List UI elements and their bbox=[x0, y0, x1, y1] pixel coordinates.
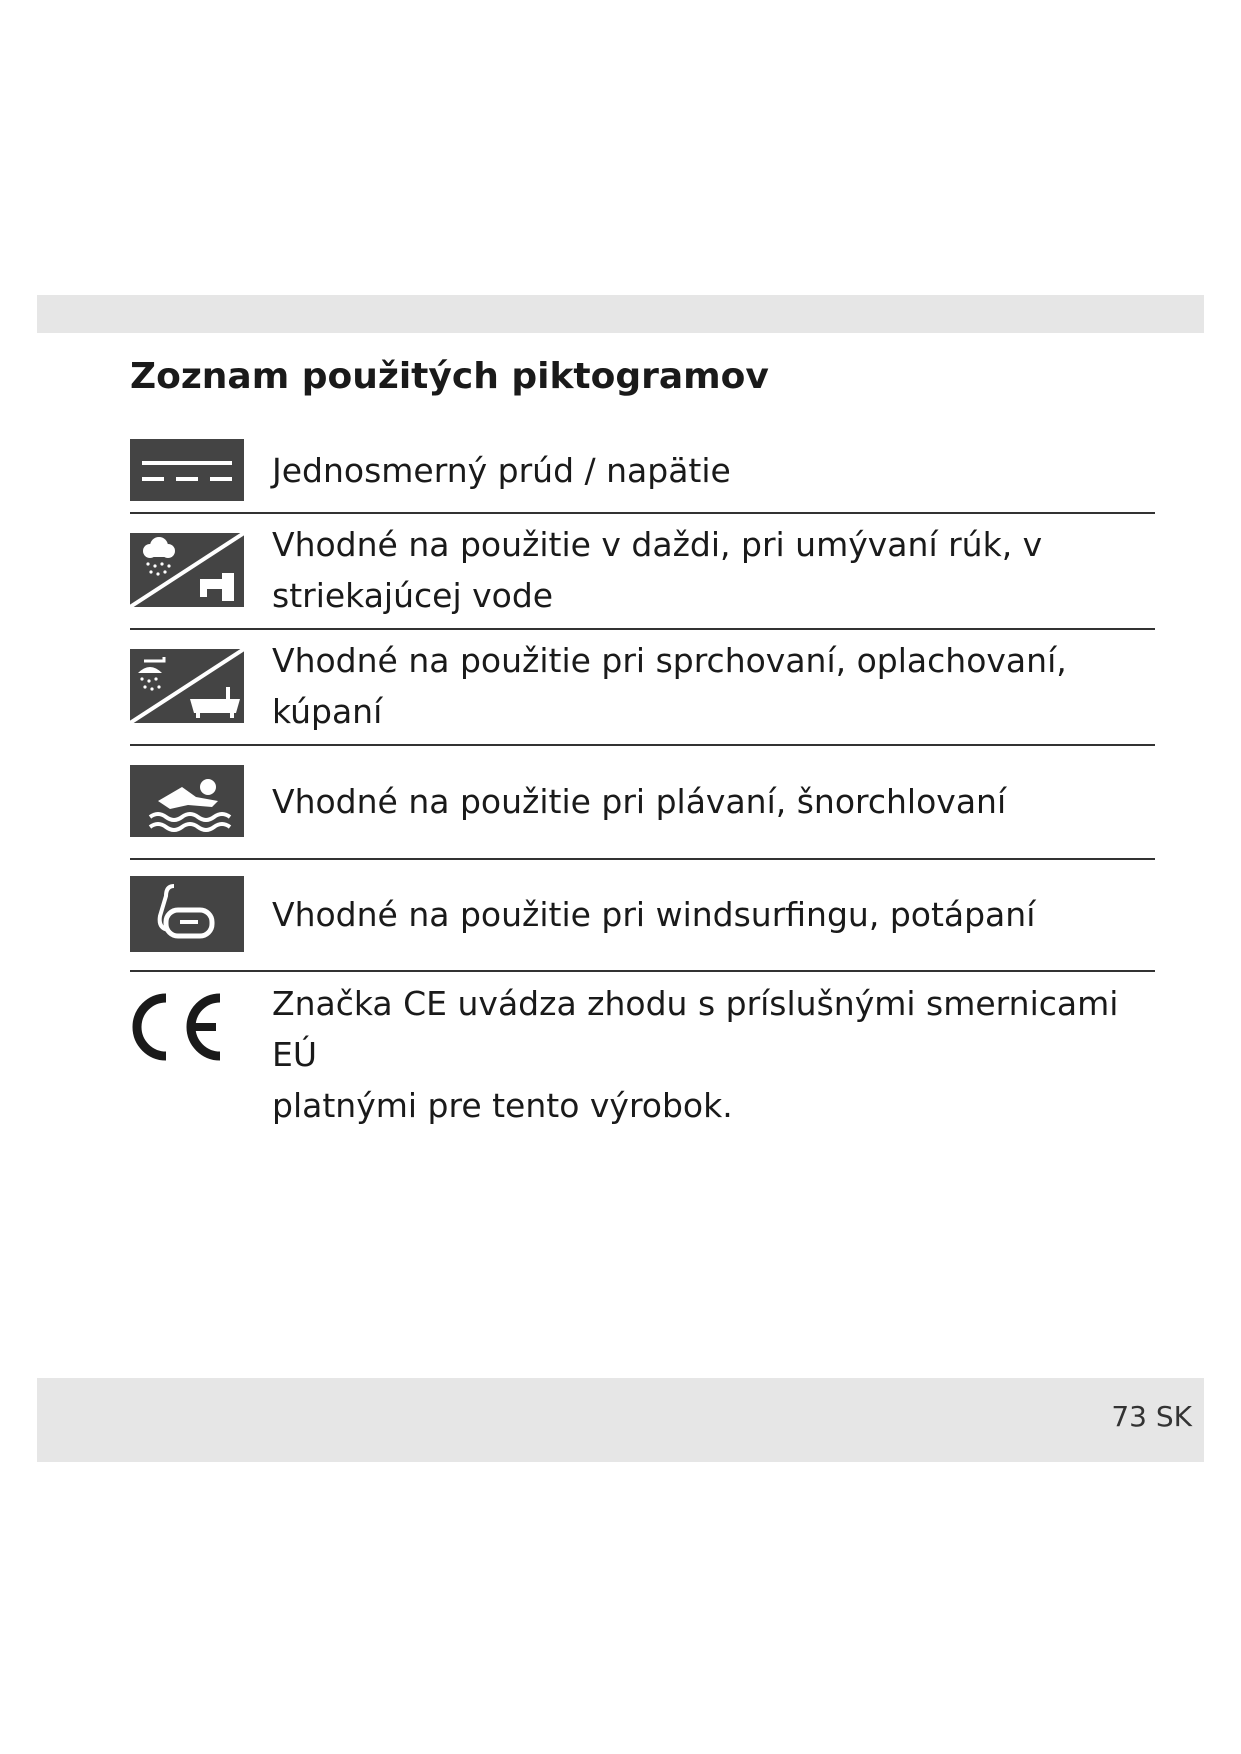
footer-band bbox=[37, 1378, 1204, 1462]
page-number: 73 SK bbox=[1111, 1400, 1192, 1433]
pictogram-row-diving bbox=[130, 858, 1155, 972]
pictogram-description: Vhodné na použitie v daždi, pri umývaní rúk, v striekajúcej vode bbox=[272, 525, 1043, 615]
diving-mask-icon bbox=[130, 876, 244, 952]
header-band bbox=[37, 295, 1204, 333]
swimming-icon bbox=[130, 765, 244, 837]
pictogram-description: Značka CE uvádza zhodu s príslušnými smernicami EÚ platnými pre tento výrobok. bbox=[272, 984, 1119, 1125]
pictogram-row-swimming bbox=[130, 744, 1155, 860]
rain-and-tap-icon bbox=[130, 533, 244, 607]
pictogram-row-direct-current bbox=[130, 428, 1155, 514]
direct-current-icon bbox=[130, 439, 244, 501]
shower-and-bath-icon bbox=[130, 649, 244, 723]
ce-mark-icon bbox=[130, 978, 244, 1062]
pictogram-description: Vhodné na použitie pri windsurfingu, potápaní bbox=[272, 894, 1036, 934]
page-title: Zoznam použitých piktogramov bbox=[130, 356, 769, 397]
pictogram-description: Jednosmerný prúd / napätie bbox=[272, 450, 731, 490]
pictogram-description: Vhodné na použitie pri plávaní, šnorchlovaní bbox=[272, 781, 1007, 821]
pictogram-description: Vhodné na použitie pri sprchovaní, oplachovaní, kúpaní bbox=[272, 641, 1067, 731]
pictogram-row-shower-bath bbox=[130, 628, 1155, 746]
pictogram-row-ce bbox=[130, 972, 1155, 1125]
pictogram-row-rain-tap bbox=[130, 512, 1155, 630]
